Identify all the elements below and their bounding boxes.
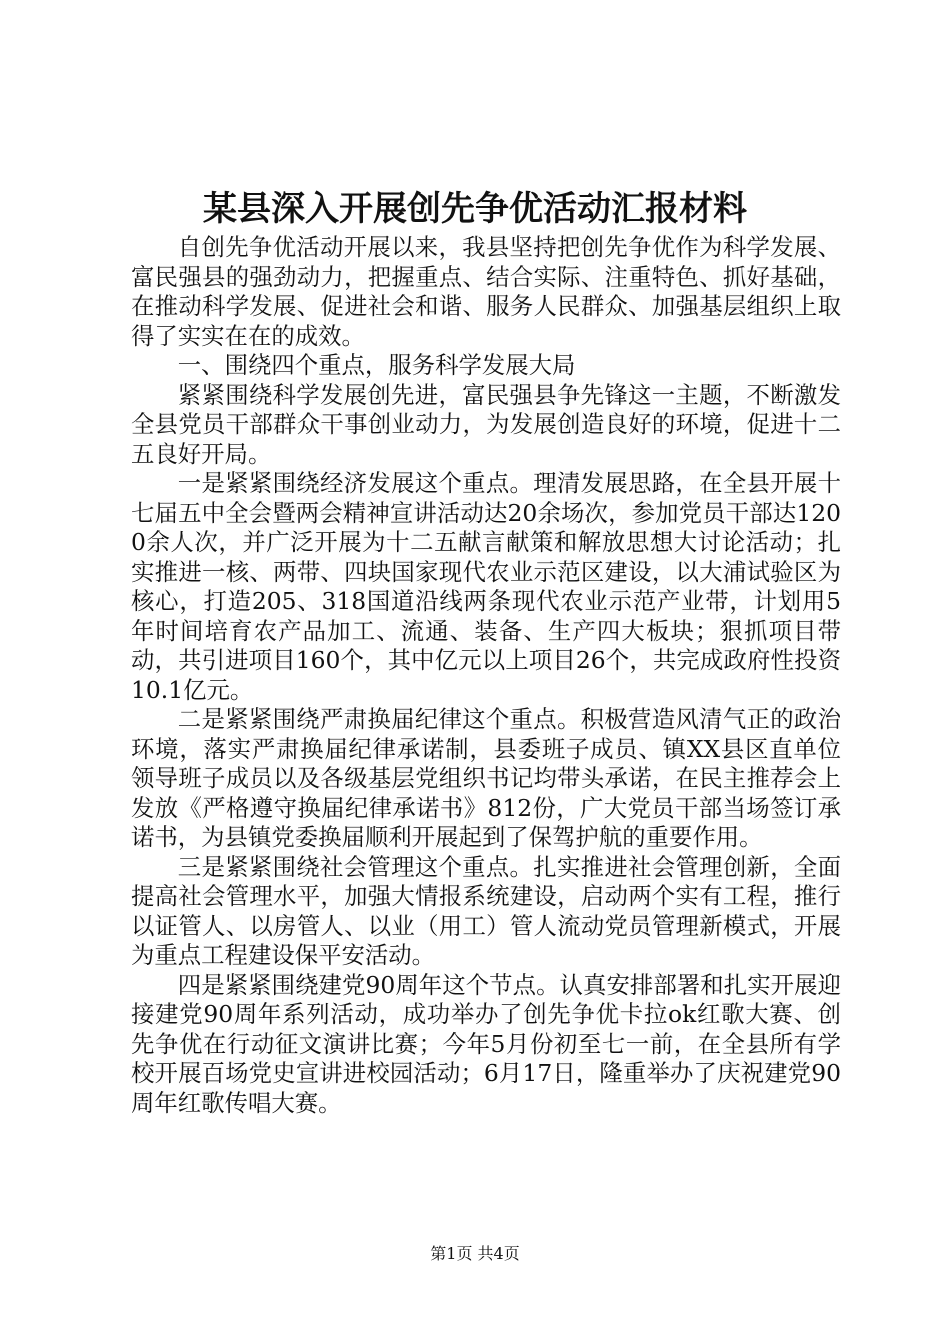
paragraph-point-3: 三是紧紧围绕社会管理这个重点。扎实推进社会管理创新，全面提高社会管理水平，加强大情报系统建设，启动两个实有工程，推行以证管人、以房管人、以业（用工）管人流动党员管理新模式，开展为重点工程建设保平安活动。 — [131, 852, 841, 969]
paragraph-point-1: 一是紧紧围绕经济发展这个重点。理清发展思路，在全县开展十七届五中全会暨两会精神宣讲活动达20余场次，参加党员干部达1200余人次，并广泛开展为十二五献言献策和解放思想大讨论活动；扎实推进一核、两带、四块国家现代农业示范区建设，以大浦试验区为核心，打造205、318国道沿线两条现代农业示范产业带，计划用5年时间培育农产品加工、流通、装备、生产四大板块；狠抓项目带动，共引进项目160个，其中亿元以上项目26个，共完成政府性投资10.1亿元。 — [131, 469, 841, 704]
document-title: 某县深入开展创先争优活动汇报材料 — [203, 189, 747, 229]
paragraph-theme: 紧紧围绕科学发展创先进，富民强县争先锋这一主题，不断激发全县党员干部群众干事创业动力，为发展创造良好的环境，促进十二五良好开局。 — [131, 380, 841, 468]
paragraph-point-4: 四是紧紧围绕建党90周年这个节点。认真安排部署和扎实开展迎接建党90周年系列活动，成功举办了创先争优卡拉ok红歌大赛、创先争优在行动征文演讲比赛；今年5月份初至七一前，在全县所有学校开展百场党史宣讲进校园活动；6月17日，隆重举办了庆祝建党90周年红歌传唱大赛。 — [131, 970, 841, 1117]
paragraph-point-2: 二是紧紧围绕严肃换届纪律这个重点。积极营造风清气正的政治环境，落实严肃换届纪律承诺制，县委班子成员、镇XX县区直单位领导班子成员以及各级基层党组织书记均带头承诺，在民主推荐会上发放《严格遵守换届纪律承诺书》812份，广大党员干部当场签订承诺书，为县镇党委换届顺利开展起到了保驾护航的重要作用。 — [131, 705, 841, 851]
document-body — [131, 233, 841, 1118]
page-number-footer: 第1页 共4页 — [430, 1244, 520, 1263]
paragraph-intro: 自创先争优活动开展以来，我县坚持把创先争优作为科学发展、富民强县的强劲动力，把握重点、结合实际、注重特色、抓好基础，在推动科学发展、促进社会和谐、服务人民群众、加强基层组织上取得了实实在在的成效。 — [131, 233, 841, 350]
section-heading-1: 一、围绕四个重点，服务科学发展大局 — [177, 351, 576, 379]
